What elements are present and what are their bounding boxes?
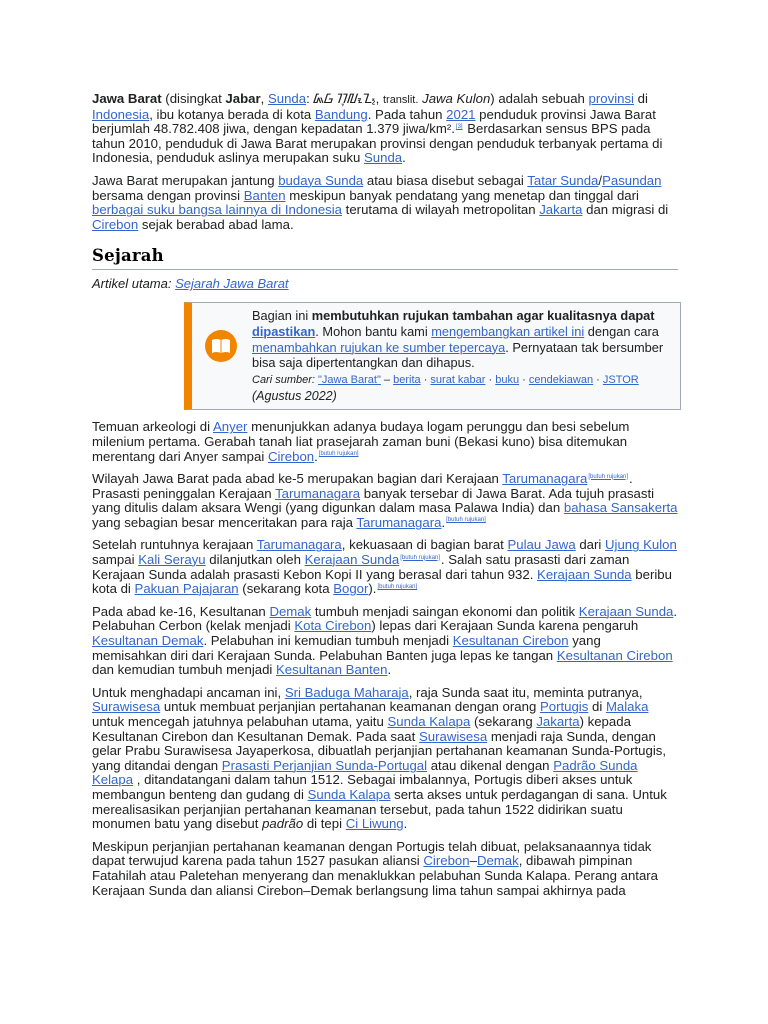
citation-needed[interactable]: [butuh rujukan] [588,473,629,480]
notice-date: (Agustus 2022) [252,388,337,403]
link-bandung[interactable]: Bandung [314,106,368,122]
link-kali-serayu[interactable]: Kali Serayu [138,552,206,568]
link-main-article[interactable]: Sejarah Jawa Barat [175,276,289,292]
paragraph-aliansi: Meskipun perjanjian pertahanan keamanan dengan Portugis telah dibuat, pelaksanaannya tidak dapat terwujud karena pada tahun 1527 pasukan aliansi Cirebon–Demak, dibawah pimpinan Fatahilah atau Paletehan menyerang dan menaklukkan pelabuhan Sunda Kalapa. Perang antara Kerajaan Sunda dan aliansi Cirebon–Demak berlangsung lima tahun sampai akhirnya pada [92,838,659,898]
link-surawisesa[interactable]: Surawisesa [418,728,488,744]
link-jakarta[interactable]: Jakarta [539,202,583,218]
link-kerajaan-sunda[interactable]: Kerajaan Sunda [304,552,400,568]
citation-needed[interactable]: [butuh rujukan] [318,451,359,458]
title-term: Jawa Barat [92,91,162,106]
culture-paragraph: Jawa Barat merupakan jantung budaya Sunda atau biasa disebut sebagai Tatar Sunda/Pasundan bersama dengan provinsi Banten meskipun banyak pendatang yang menetap dan tinggal dari berbagai suku bangsa lainnya di Indonesia terutama di wilayah metropolitan Jakarta dan migrasi di Cirebon sejak berabad abad lama. [92,172,669,232]
link-kerajaan-sunda[interactable]: Kerajaan Sunda [578,603,674,619]
link-dipastikan[interactable]: dipastikan [252,323,316,339]
book-icon [205,330,237,362]
source-surat-kabar-link[interactable]: surat kabar [430,373,486,386]
link-sunda-kalapa[interactable]: Sunda Kalapa [387,714,471,729]
link-portugis[interactable]: Portugis [539,699,589,715]
citation-needed[interactable]: [butuh rujukan] [377,583,418,590]
link-2021[interactable]: 2021 [446,106,476,122]
source-search: Cari sumber: "Jawa Barat" – berita · surat kabar · buku · cendekiawan · JSTOR (Agustus 2022) [252,373,639,403]
source-buku-link[interactable]: buku [495,373,520,386]
link-sunda[interactable]: Sunda [267,91,307,106]
citation-needed-notice [184,302,681,410]
link-cirebon[interactable]: Cirebon [92,216,139,232]
citation-needed[interactable]: [butuh rujukan] [446,517,486,524]
link-surawisesa[interactable]: Surawisesa [92,699,161,715]
link-pasundan[interactable]: Pasundan [602,172,662,188]
translit-value: Jawa Kulon [422,91,491,106]
paragraph-tarumanagara: Wilayah Jawa Barat pada abad ke-5 merupakan bagian dari Kerajaan Tarumanagara[butuh rujukan]. Prasasti peninggalan Kerajaan Tarumanagara banyak tersebar di Jawa Barat. Ada tujuh prasasti yang ditulis dalam aksara Wengi (yang digunkan dalam masa Palawa India) dan bahasa Sansakerta yang sebagian besar menceritakan para raja Tarumanagara.[butuh rujukan] [92,471,678,530]
link-budaya-sunda[interactable]: budaya Sunda [278,172,364,188]
citation-needed[interactable]: [butuh rujukan] [400,554,440,561]
sundanese-script: ᮏᮝ ᮊᮥᮜᮧᮔ᮪ [313,91,376,106]
link-sunda-2[interactable]: Sunda [364,150,403,166]
link-jakarta[interactable]: Jakarta [536,714,580,729]
link-pulau-jawa[interactable]: Pulau Jawa [507,537,576,553]
link-malaka[interactable]: Malaka [605,699,649,715]
link-prasasti-perjanjian[interactable]: Prasasti Perjanjian Sunda-Portugal [221,757,428,773]
source-berita-link[interactable]: berita [393,373,421,386]
link-kesultanan-demak[interactable]: Kesultanan Demak [92,633,204,649]
link-ci-liwung[interactable]: Ci Liwung [345,816,404,832]
link-cirebon[interactable]: Cirebon [267,448,315,464]
link-padrao-sunda-kelapa[interactable]: Padrão Sunda Kelapa [92,757,638,788]
paragraph-demak: Pada abad ke-16, Kesultanan Demak tumbuh menjadi saingan ekonomi dan politik Kerajaan Sunda. Pelabuhan Cerbon (kelak menjadi Kota Cirebon) lepas dari Kerajaan Sunda karena pengaruh Kesultanan Demak. Pelabuhan ini kemudian tumbuh menjadi Kesultanan Cirebon yang memisahkan diri dari Kerajaan Sunda. Pelabuhan Banten juga lepas ke tangan Kesultanan Cirebon dan kemudian tumbuh menjadi Kesultanan Banten. [92,603,678,678]
link-tarumanagara[interactable]: Tarumanagara [275,485,361,501]
intro-paragraph: Jawa Barat (disingkat Jabar, Sunda: ᮏᮝ ᮊᮥᮜᮧᮔ᮪, translit. Jawa Kulon) adalah sebuah provinsi di Indonesia, ibu kotanya berada di kota Bandung. Pada tahun 2021 penduduk provinsi Jawa Barat berjumlah 48.782.408 jiwa, dengan kepadatan 1.379 jiwa/km².[3] Berdasarkan sensus BPS pada tahun 2010, penduduk di Jawa Barat merupakan provinsi dengan penduduk terbanyak pertama di Indonesia, penduduk aslinya merupakan suku Sunda. [92,91,663,166]
source-jstor-link[interactable]: JSTOR [602,373,639,386]
link-indonesia[interactable]: Indonesia [92,106,150,122]
paragraph-archaeology: Temuan arkeologi di Anyer menunjukkan adanya budaya logam perunggu dan besi sebelum milenium pertama. Gerabah tanah liat prasejarah zaman buni (Bekasi kuno) bisa ditemukan merentang dari Anyer sampai Cirebon.[butuh rujukan] [92,419,630,464]
paragraph-kerajaan-sunda: Setelah runtuhnya kerajaan Tarumanagara, kekuasaan di bagian barat Pulau Jawa dari Ujung Kulon sampai Kali Serayu dilanjutkan oleh Kerajaan Sunda[butuh rujukan]. Salah satu prasasti dari zaman Kerajaan Sunda adalah prasasti Kebon Kopi II yang berasal dari tahun 932. Kerajaan Sunda beribu kota di Pakuan Pajajaran (sekarang kota Bogor).[butuh rujukan] [92,537,677,597]
link-mengembangkan[interactable]: mengembangkan artikel ini [431,323,585,339]
link-bahasa-sansakerta[interactable]: bahasa Sansakerta [563,500,678,516]
link-anyer[interactable]: Anyer [212,419,248,435]
link-demak[interactable]: Demak [476,853,519,869]
link-sunda-kalapa[interactable]: Sunda Kalapa [307,786,391,802]
link-sri-baduga[interactable]: Sri Baduga Maharaja [284,684,409,700]
section-heading-sejarah: Sejarah [92,246,678,270]
link-bogor[interactable]: Bogor [333,581,369,597]
link-pakuan-pajajaran[interactable]: Pakuan Pajajaran [134,581,239,597]
link-kota-cirebon[interactable]: Kota Cirebon [294,618,372,634]
link-ujung-kulon[interactable]: Ujung Kulon [605,537,677,553]
abbreviation: Jabar [225,91,261,106]
link-kesultanan-banten[interactable]: Kesultanan Banten [276,662,388,678]
hatnote: Artikel utama: Sejarah Jawa Barat [92,276,289,292]
translit-label: translit. [382,94,419,106]
link-menambahkan-rujukan[interactable]: menambahkan rujukan ke sumber tepercaya [252,339,506,355]
article-content [92,92,678,906]
link-kesultanan-cirebon[interactable]: Kesultanan Cirebon [452,633,569,649]
source-cendekiawan-link[interactable]: cendekiawan [528,373,594,386]
link-tatar-sunda[interactable]: Tatar Sunda [527,172,599,188]
link-tarumanagara[interactable]: Tarumanagara [356,514,442,530]
link-demak[interactable]: Demak [269,603,312,619]
paragraph-portugis: Untuk menghadapi ancaman ini, Sri Baduga Maharaja, raja Sunda saat itu, meminta putranya, Surawisesa untuk membuat perjanjian pertahanan keamanan dengan orang Portugis di Malaka untuk mencegah jatuhnya pelabuhan utama, yaitu Sunda Kalapa (sekarang Jakarta) kepada Kesultanan Cirebon dan Kesultanan Demak. Pada saat Surawisesa menjadi raja Sunda, dengan gelar Prabu Surawisesa Jayaperkosa, dibuatlah perjanjian pertahanan keamanan Sunda-Portugis, yang ditandai dengan Prasasti Perjanjian Sunda-Portugal atau dikenal dengan Padrão Sunda Kelapa , ditandatangani dalam tahun 1512. Sebagai imbalannya, Portugis diberi akses untuk membangun benteng dan gudang di Sunda Kalapa serta akses untuk perdagangan di sana. Untuk merealisasikan perjanjian pertahanan keamanan tersebut, pada tahun 1522 didirikan suatu monumen batu yang disebut padrão di tepi Ci Liwung. [92,684,667,832]
source-query-link[interactable]: "Jawa Barat" [318,373,381,386]
link-kerajaan-sunda[interactable]: Kerajaan Sunda [537,566,632,582]
link-cirebon[interactable]: Cirebon [423,853,470,869]
link-suku-bangsa[interactable]: berbagai suku bangsa lainnya di Indonesia [92,202,343,218]
notice-text: Bagian ini membutuhkan rujukan tambahan agar kualitasnya dapat dipastikan. Mohon bantu kami mengembangkan artikel ini dengan cara menambahkan rujukan ke sumber tepercaya. Pernyataan tak bersumber bisa saja dipertentangkan dan dihapus. [252,308,664,371]
link-provinsi[interactable]: provinsi [588,91,634,106]
link-kesultanan-cirebon[interactable]: Kesultanan Cirebon [556,647,673,663]
link-banten[interactable]: Banten [243,187,286,203]
ref-3[interactable]: [3] [455,123,463,130]
link-tarumanagara[interactable]: Tarumanagara [256,537,342,553]
link-tarumanagara[interactable]: Tarumanagara [502,471,588,487]
